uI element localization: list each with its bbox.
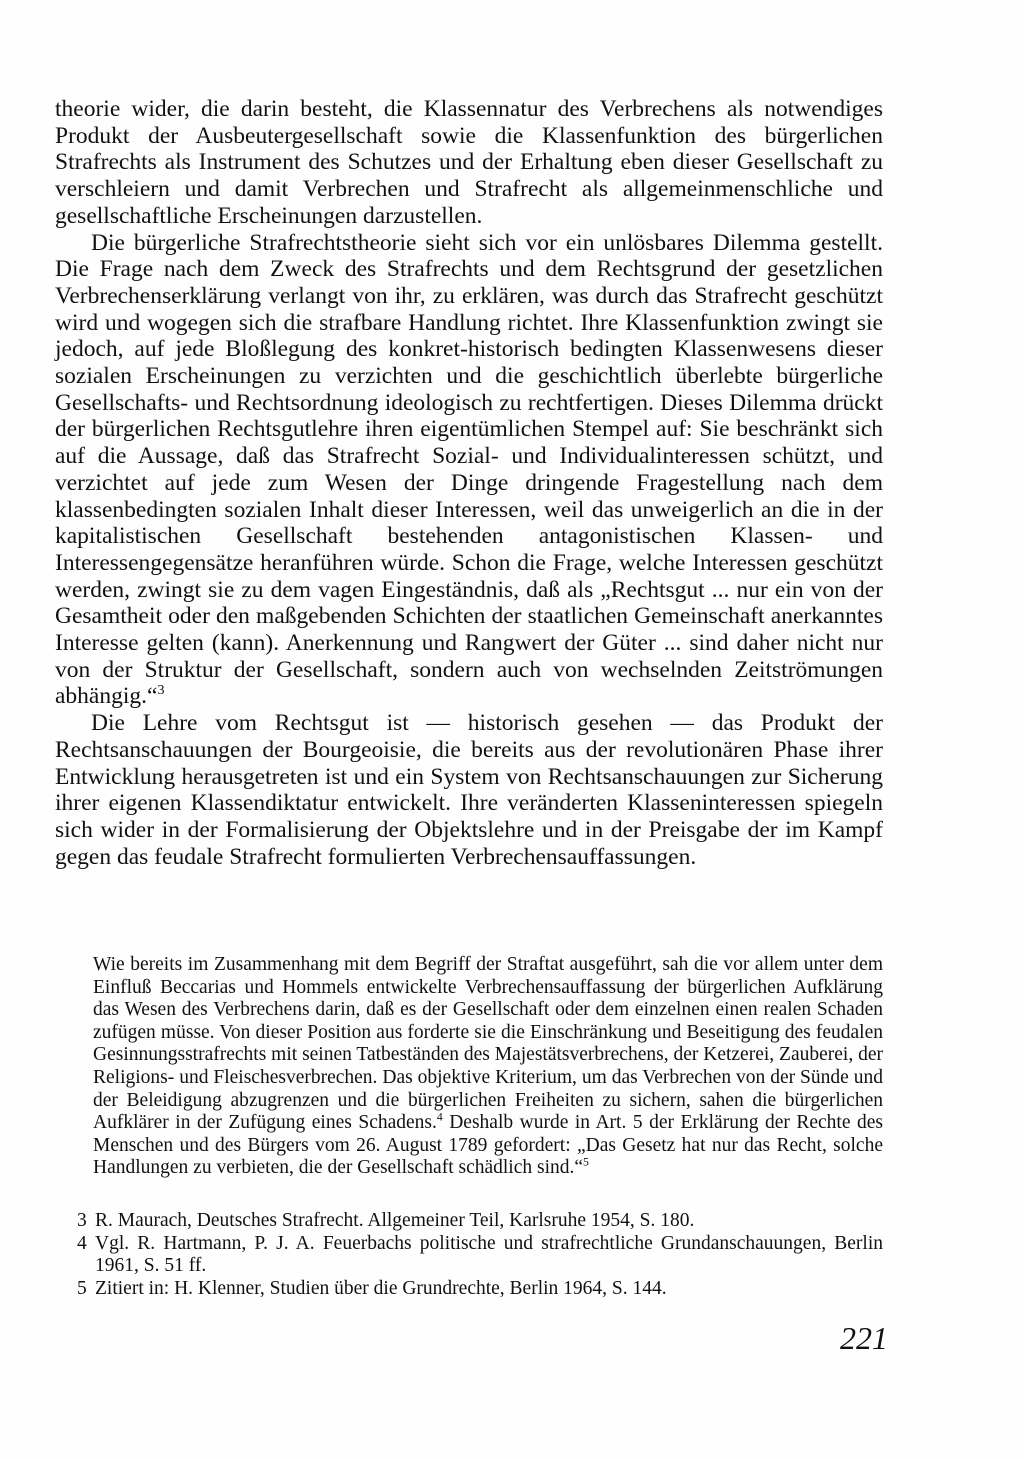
footnote-text: R. Maurach, Deutsches Strafrecht. Allgemeiner Teil, Karlsruhe 1954, S. 180. xyxy=(95,1210,695,1231)
footnotes xyxy=(77,1210,883,1300)
footnote-ref-5: 5 xyxy=(583,1155,589,1169)
footnote-ref-4: 4 xyxy=(436,1110,443,1124)
paragraph-3 xyxy=(55,710,883,870)
paragraph-2 xyxy=(55,230,883,711)
paragraph-1-text: theorie wider, die darin besteht, die Klassennatur des Verbrechens als notwendiges Produkt der Ausbeutergesellschaft sowie die Klassenfunktion des bürgerlichen Strafrechts als Instrument des Schutzes und der Erhaltung eben dieser Gesellschaft zu verschleiern und damit Verbrechen und Strafrecht als allgemeinmenschliche und gesellschaftliche Erscheinungen darzustellen. xyxy=(55,96,883,229)
footnote-number: 5 xyxy=(77,1277,87,1299)
footnote xyxy=(77,1210,883,1233)
page-number: 221 xyxy=(840,1320,888,1356)
paragraph-1 xyxy=(55,96,883,230)
inset-paragraph xyxy=(93,954,883,1180)
paragraph-2-text: Die bürgerliche Strafrechtstheorie sieht sich vor ein unlösbares Dilemma gestellt. Die Frage nach dem Zweck des Strafrechts und dem Rechtsgrund der gesetzlichen Verbrechenserklärung verlangt von ihr, zu erklären, was durch das Strafrecht geschützt wird und wogegen sich die strafbare Handlung richtet. Ihre Klassenfunktion zwingt sie jedoch, auf jede Bloßlegung des konkret-historisch bedingten Klassenwesens dieser sozialen Erscheinungen zu verzichten und die geschichtlich überlebte bürgerliche Gesellschafts- und Rechtsordnung ideologisch zu rechtfertigen. Dieses Dilemma drückt der bürgerlichen Rechtsgutlehre ihren eigentümlichen Stempel auf: Sie beschränkt sich auf die Aussage, daß das Strafrecht Sozial- und Individualinteressen schützt, und verzichtet auf jede zum Wesen der Dinge dringende Fragestellung nach dem klassenbedingten sozialen Inhalt dieser Interessen, weil das unweigerlich an die in der kapitalistischen Gesellschaft bestehenden antagonistischen Klassen- und Interessengegensätze heranführen würde. Schon die Frage, welche Interessen geschützt werden, zwingt sie zu dem vagen Eingeständnis, daß als „Rechtsgut ... nur ein von der Gesamtheit oder den maßgebenden Schichten der staatlichen Gemeinschaft anerkanntes Interesse gelten (kann). Anerkennung und Rangwert der Güter ... sind daher nicht nur von der Struktur der Gesellschaft, sondern auch von wechselnden Zeitströmungen abhängig.“ xyxy=(55,229,883,710)
main-text xyxy=(55,96,883,870)
inset-text-a: Wie bereits im Zusammenhang mit dem Begriff der Straftat ausgeführt, sah die vor allem unter dem Einfluß Beccarias und Hommels entwickelte Verbrechensauffassung der bürgerlichen Aufklärung das Wesen des Verbrechens darin, daß es der Gesellschaft oder dem einzelnen einen realen Schaden zufügen müsse. Von dieser Position aus forderte sie die Einschränkung und Beseitigung des feudalen Gesinnungsstrafrechts mit seinen Tatbeständen des Majestätsverbrechens, der Ketzerei, Zauberei, der Religions- und Fleischesverbrechen. Das objektive Kriterium, um das Verbrechen von der Sünde und der Beleidigung abzugrenzen und die bürgerlichen Freiheiten zu sichern, sahen die bürgerlichen Aufklärer in der Zufügung eines Schadens. xyxy=(93,954,883,1134)
paragraph-3-text: Die Lehre vom Rechtsgut ist — historisch gesehen — das Produkt der Rechtsanschauungen der Bourgeoisie, die bereits aus der revolutionären Phase ihrer Entwicklung herausgetreten ist und ein System von Rechtsanschauungen zur Sicherung ihrer eigenen Klassendiktatur entwickelt. Ihre veränderten Klasseninteressen spiegeln sich wider in der Formalisierung der Objektslehre und in der Preisgabe der im Kampf gegen das feudale Strafrecht formulierten Verbrechensauffassungen. xyxy=(55,710,883,870)
footnote-text: Vgl. R. Hartmann, P. J. A. Feuerbachs politische und strafrechtliche Grundanschauungen, Berlin 1961, S. 51 ff. xyxy=(95,1232,883,1277)
inset-text xyxy=(93,954,883,1180)
footnote-number: 3 xyxy=(77,1210,87,1231)
inset-text-b: Deshalb wurde in Art. 5 der Erklärung der Rechte des Menschen und des Bürgers vom 26. August 1789 gefordert: „Das Gesetz hat nur das Recht, solche Handlungen zu verbieten, die der Gesellschaft schädlich sind.“ xyxy=(93,1112,883,1179)
footnote-ref-3: 3 xyxy=(157,682,165,699)
footnote xyxy=(77,1278,883,1301)
footnote-number: 4 xyxy=(77,1232,87,1254)
footnote-text: Zitiert in: H. Klenner, Studien über die Grundrechte, Berlin 1964, S. 144. xyxy=(95,1277,667,1299)
footnote xyxy=(77,1233,883,1278)
